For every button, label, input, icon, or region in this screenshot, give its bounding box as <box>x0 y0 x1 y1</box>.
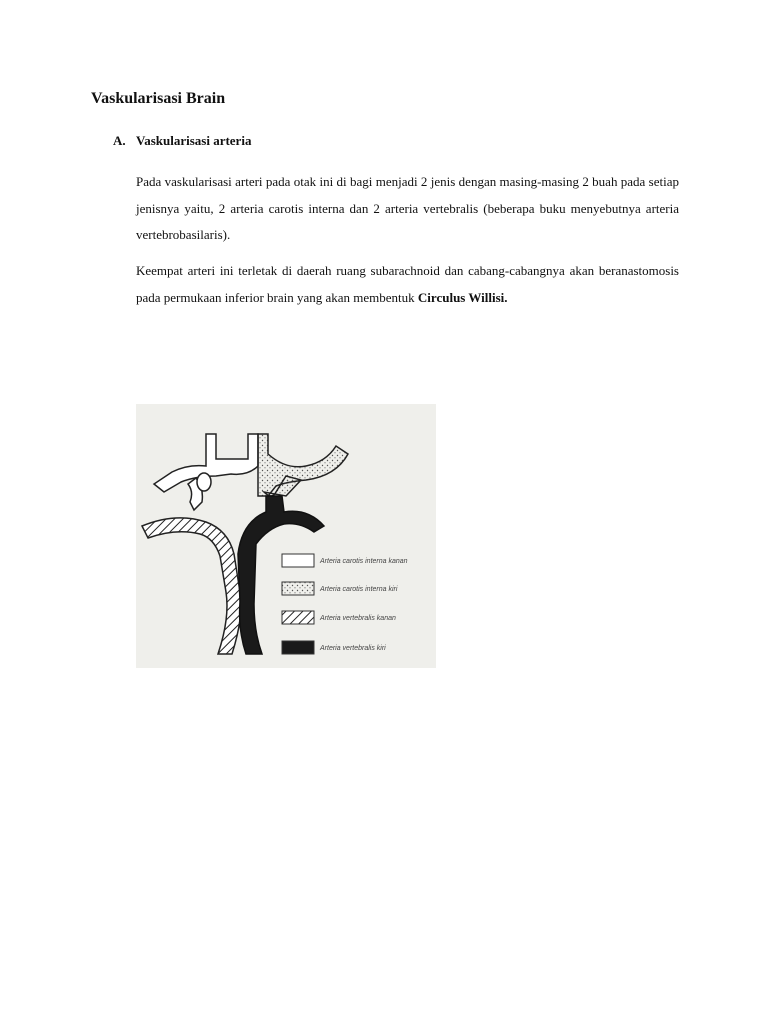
carotis-kanan-vessel <box>154 434 258 510</box>
artery-figure <box>136 404 436 668</box>
legend-swatch-solid <box>282 641 314 654</box>
legend-swatch-hatched <box>282 611 314 624</box>
vertebralis-kanan-vessel <box>142 518 241 654</box>
carotis-kiri-vessel <box>258 434 348 496</box>
paragraph-1: Pada vaskularisasi arteri pada otak ini di bagi menjadi 2 jenis dengan masing-masing 2 buah pada setiap jenisnya yaitu, 2 arteria carotis interna dan 2 arteria vertebralis (beberapa buku menyebutnya arteria vertebrobasilaris). <box>136 174 679 242</box>
legend-label-vertebralis-kanan: Arteria vertebralis kanan <box>320 615 396 622</box>
vertebralis-kiri-vessel <box>238 496 324 654</box>
circle-of-willis-diagram <box>136 404 436 668</box>
paragraph-2 <box>136 258 679 311</box>
legend-swatch-blank <box>282 554 314 567</box>
paragraph-2-bold-term: Circulus Willisi. <box>417 289 508 305</box>
section-marker: A. <box>113 133 126 148</box>
figure-legend <box>282 554 408 654</box>
section-heading <box>113 133 251 149</box>
legend-label-vertebralis-kiri: Arteria vertebralis kiri <box>320 645 386 652</box>
paragraph-2-text: Keempat arteri ini terletak di daerah ruang subarachnoid dan cabang-cabangnya akan beranastomosis pada permukaan inferior brain yang akan membentuk <box>136 263 679 305</box>
page-title: Vaskularisasi Brain <box>91 90 226 107</box>
legend-label-carotis-kanan: Arteria carotis interna kanan <box>320 558 408 565</box>
legend-label-carotis-kiri: Arteria carotis interna kiri <box>320 586 398 593</box>
legend-swatch-dotted <box>282 582 314 595</box>
section-heading-text: Vaskularisasi arteria <box>136 133 252 148</box>
